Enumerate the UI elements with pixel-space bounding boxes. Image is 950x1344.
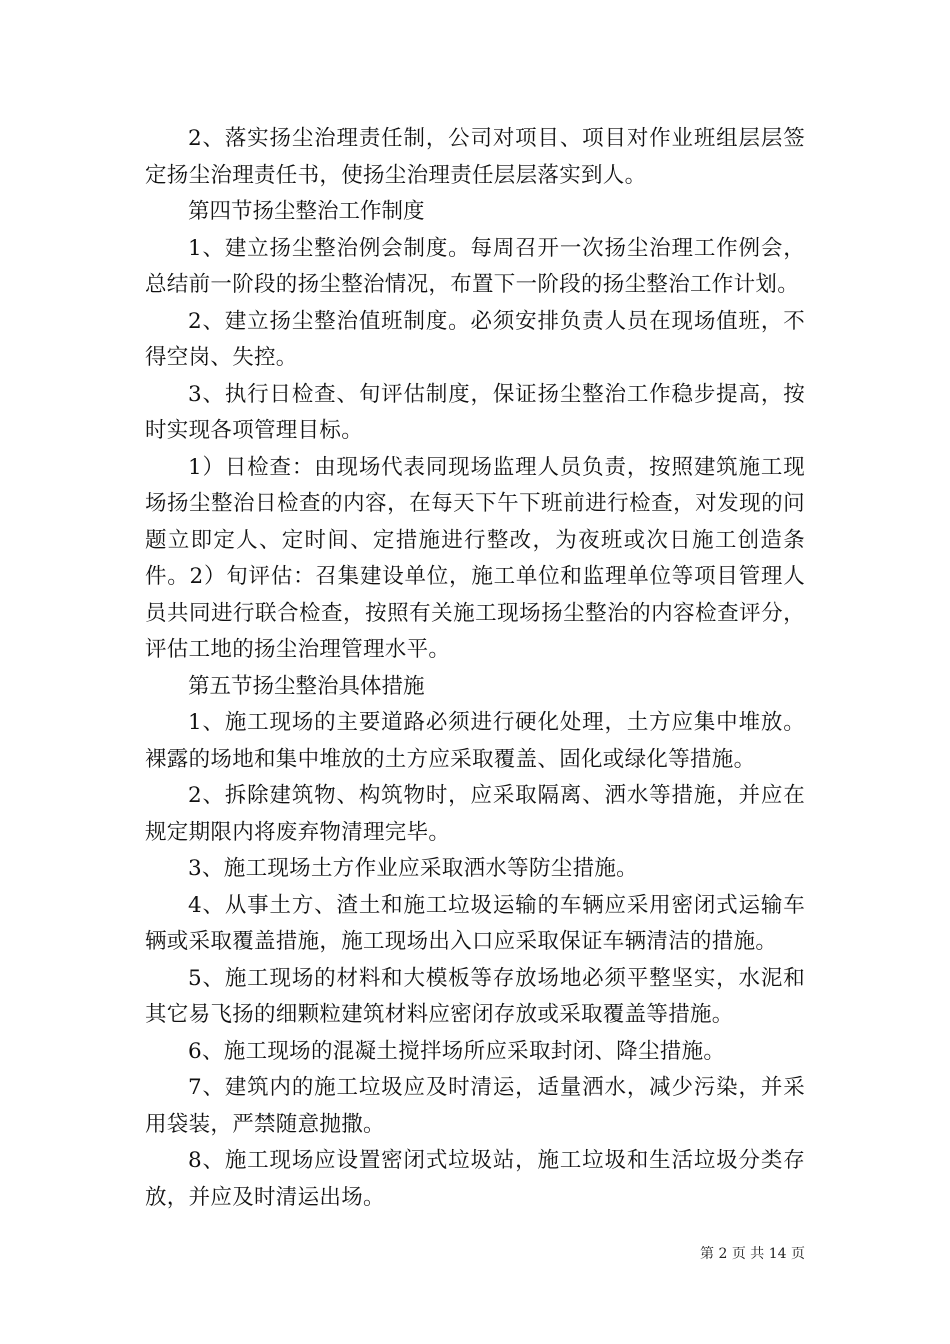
paragraph: 2、拆除建筑物、构筑物时，应采取隔离、洒水等措施，并应在规定期限内将废弃物清理完毕。 bbox=[145, 783, 805, 845]
paragraph: 3、执行日检查、旬评估制度，保证扬尘整治工作稳步提高，按时实现各项管理目标。 bbox=[145, 381, 805, 443]
paragraph: 1、建立扬尘整治例会制度。每周召开一次扬尘治理工作例会，总结前一阶段的扬尘整治情况，布置下一阶段的扬尘整治工作计划。 bbox=[145, 235, 805, 297]
paragraph: 4、从事土方、渣土和施工垃圾运输的车辆应采用密闭式运输车辆或采取覆盖措施，施工现场出入口应采取保证车辆清洁的措施。 bbox=[145, 892, 805, 954]
section-heading: 第五节扬尘整治具体措施 bbox=[188, 673, 425, 699]
paragraph: 1、施工现场的主要道路必须进行硬化处理，土方应集中堆放。裸露的场地和集中堆放的土方应采取覆盖、固化或绿化等措施。 bbox=[145, 710, 805, 772]
paragraph: 8、施工现场应设置密闭式垃圾站，施工垃圾和生活垃圾分类存放，并应及时清运出场。 bbox=[145, 1148, 805, 1210]
section-heading: 第四节扬尘整治工作制度 bbox=[188, 199, 425, 224]
paragraph: 2、落实扬尘治理责任制，公司对项目、项目对作业班组层层签定扬尘治理责任书，使扬尘治理责任层层落实到人。 bbox=[145, 126, 805, 188]
paragraph: 2、建立扬尘整治值班制度。必须安排负责人员在现场值班，不得空岗、失控。 bbox=[145, 308, 805, 370]
paragraph: 1）日检查：由现场代表同现场监理人员负责，按照建筑施工现场扬尘整治日检查的内容，在每天下午下班前进行检查，对发现的问题立即定人、定时间、定措施进行整改，为夜班或次日施工创造条件。2）旬评估：召集建设单位，施工单位和监理单位等项目管理人员共同进行联合检查，按照有关施工现场扬尘整治的内容检查评分，评估工地的扬尘治理管理水平。 bbox=[145, 454, 805, 662]
paragraph: 6、施工现场的混凝土搅拌场所应采取封闭、降尘措施。 bbox=[188, 1038, 726, 1064]
paragraph: 5、施工现场的材料和大模板等存放场地必须平整坚实，水泥和其它易飞扬的细颗粒建筑材料应密闭存放或采取覆盖等措施。 bbox=[145, 965, 805, 1027]
document-body bbox=[145, 121, 805, 1216]
page-number: 第 2 页 共 14 页 bbox=[700, 1246, 805, 1262]
paragraph: 7、建筑内的施工垃圾应及时清运，适量洒水，减少污染，并采用袋装，严禁随意抛撒。 bbox=[145, 1075, 805, 1137]
paragraph: 3、施工现场土方作业应采取洒水等防尘措施。 bbox=[188, 856, 638, 881]
